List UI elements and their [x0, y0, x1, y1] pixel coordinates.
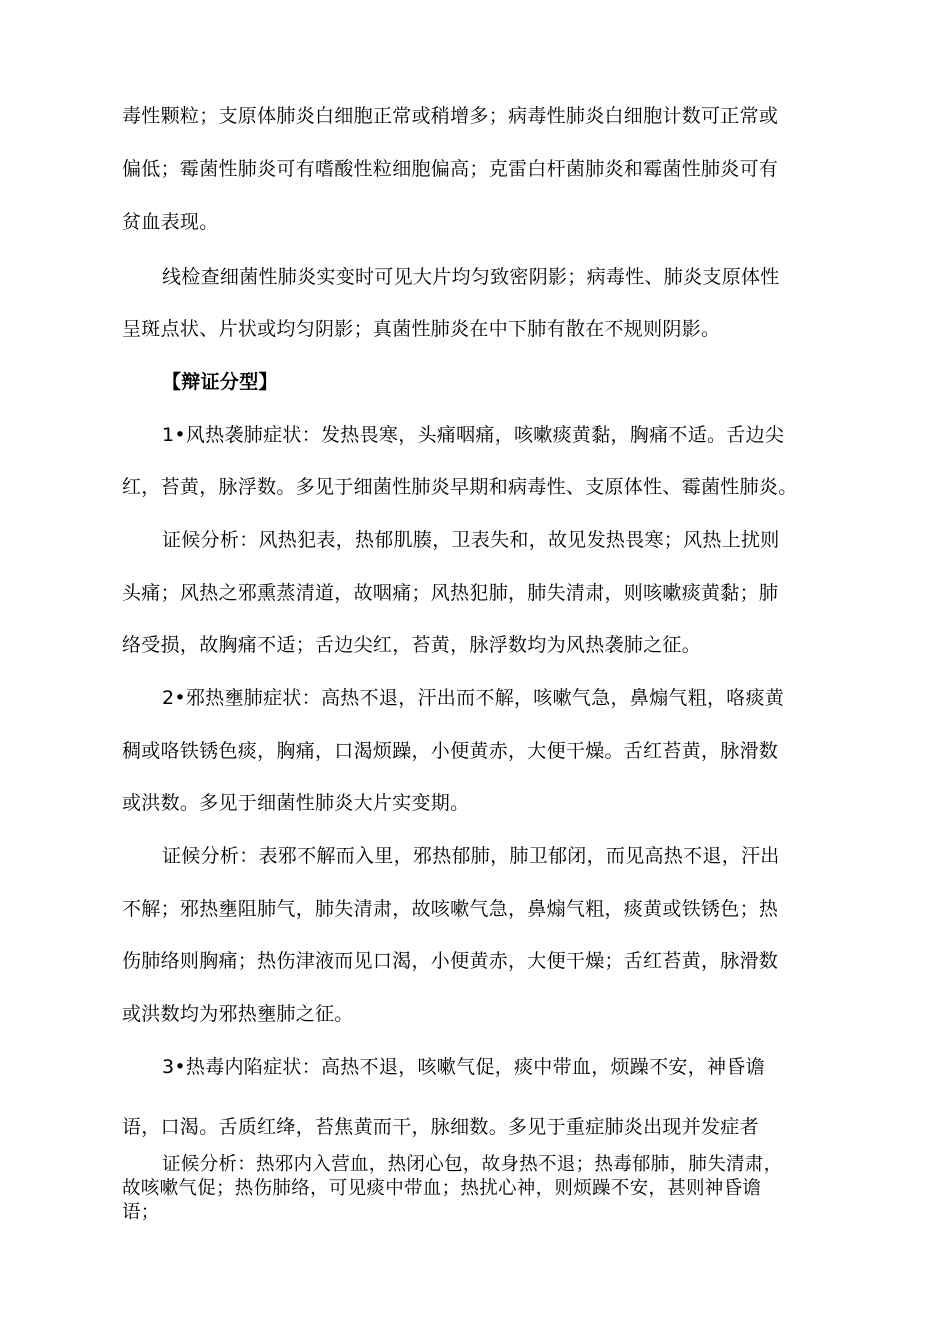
text-line: 伤肺络则胸痛；热伤津液而见口渴，小便黄赤，大便干燥；舌红苔黄，脉滑数 [122, 950, 779, 972]
text-line: 证候分析：热邪内入营血，热闭心包，故身热不退；热毒郁肺，肺失清肃， [162, 1154, 783, 1175]
text-line: 稠或咯铁锈色痰，胸痛，口渴烦躁，小便黄赤，大便干燥。舌红苔黄，脉滑数 [122, 740, 779, 762]
text-line: 语，口渴。舌质红绛，苔焦黄而干，脉细数。多见于重症肺炎出现并发症者 [122, 1116, 759, 1138]
text-line: 证候分析：风热犯表，热郁肌腠，卫表失和，故见发热畏寒；风热上扰则 [162, 529, 780, 551]
text-line: 偏低；霉菌性肺炎可有嗜酸性粒细胞偏高；克雷白杆菌肺炎和霉菌性肺炎可有 [122, 158, 779, 180]
text-line: 线检查细菌性肺炎实变时可见大片均匀致密阴影；病毒性、肺炎支原体性 [162, 266, 780, 288]
text-line: 1•风热袭肺症状：发热畏寒，头痛咽痛，咳嗽痰黄黏，胸痛不适。舌边尖 [162, 424, 785, 446]
text-line: 络受损，故胸痛不适；舌边尖红，苔黄，脉浮数均为风热袭肺之征。 [122, 634, 702, 656]
text-line: 或洪数均为邪热壅肺之征。 [122, 1003, 354, 1025]
text-line: 毒性颗粒；支原体肺炎白细胞正常或稍增多；病毒性肺炎白细胞计数可正常或 [122, 105, 779, 127]
text-line: 贫血表现。 [122, 211, 219, 233]
text-line: 2•邪热壅肺症状：高热不退，汗出而不解，咳嗽气急，鼻煽气粗，咯痰黄 [162, 687, 785, 709]
section-heading: 【辩证分型】 [162, 371, 278, 393]
text-line: 头痛；风热之邪熏蒸清道，故咽痛；风热犯肺，肺失清肃，则咳嗽痰黄黏；肺 [122, 582, 779, 604]
text-line: 呈斑点状、片状或均匀阴影；真菌性肺炎在中下肺有散在不规则阴影。 [122, 318, 721, 340]
text-line: 3•热毒内陷症状：高热不退，咳嗽气促，痰中带血，烦躁不安，神昏谵 [162, 1056, 765, 1078]
text-line: 证候分析：表邪不解而入里，邪热郁肺，肺卫郁闭，而见高热不退，汗出 [162, 845, 780, 867]
text-line: 不解；邪热壅阻肺气，肺失清肃，故咳嗽气急，鼻煽气粗，痰黄或铁锈色；热 [122, 898, 779, 920]
text-line: 故咳嗽气促；热伤肺络，可见痰中带血；热扰心神，则烦躁不安，甚则神昏谵 [122, 1178, 762, 1199]
text-line: 红，苔黄，脉浮数。多见于细菌性肺炎早期和病毒性、支原体性、霉菌性肺炎。 [122, 476, 798, 498]
text-line: 语； [122, 1202, 160, 1223]
text-line: 或洪数。多见于细菌性肺炎大片实变期。 [122, 792, 470, 814]
